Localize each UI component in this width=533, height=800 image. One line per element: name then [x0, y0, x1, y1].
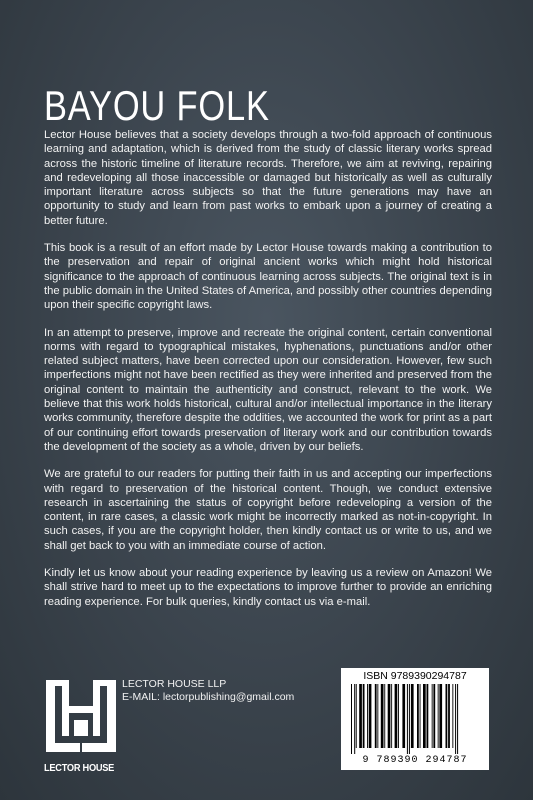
paragraph-effort: This book is a result of an effort made by Lector House towards making a contribution to the preservation and repair of original ancient works which might hold historical significance to the approach of continuous learning across subjects. The original text is in the public domain in the United States of America, and possibly other countries depending upon their specific copyright laws. [44, 242, 492, 312]
isbn-text: ISBN 9789390294787 [363, 670, 467, 682]
barcode-bar [367, 684, 368, 748]
publisher-name: LECTOR HOUSE LLP [122, 678, 227, 690]
paragraph-intro: Lector House believes that a society develops through a two-fold approach of continuous learning and adaptation, which is derived from the study of classic literary works spread across the historic timeline of literature records. Therefore, we aim at reviving, repairing and redeveloping all those inaccessible or damaged but historically as well as culturally important literature across subjects so that the future generations may have an opportunity to study and learn from past works to embark upon a journey of creating a better future. [44, 129, 492, 227]
back-cover-text [44, 128, 492, 622]
barcode-bar [427, 684, 429, 748]
barcode-bar [457, 684, 458, 754]
barcode-bar [356, 684, 357, 748]
barcode-bar [388, 684, 391, 748]
barcode-bar [432, 684, 433, 748]
barcode-bar [377, 684, 378, 748]
barcode-bar [369, 684, 372, 748]
barcode-bar [375, 684, 377, 748]
barcode-bar [381, 684, 384, 748]
barcode-bar [407, 684, 408, 754]
barcode-bar [402, 684, 405, 748]
barcode-bar [417, 684, 419, 748]
barcode-bar [446, 684, 448, 748]
barcode-bar [409, 684, 410, 754]
barcode-bars [349, 684, 481, 754]
barcode-label [341, 668, 489, 770]
barcode-bar [411, 684, 414, 748]
paragraph-review: Kindly let us know about your reading experience by leaving us a review on Amazon! We shall strive hard to meet up to the expectations to improve further to provide an enriching reading experience. For bulk queries, kindly contact us via e-mail. [44, 567, 492, 608]
publisher-info [122, 678, 294, 704]
barcode-bar [398, 684, 399, 748]
lector-house-logo-icon [44, 678, 118, 756]
paragraph-gratitude: We are grateful to our readers for putting their faith in us and accepting our imperfections with regard to preservation of the historical content. Though, we conduct extensive research in ascertaining the status of copyright before redeveloping a version of the content, in rare cases, a classic work might be incorrectly marked as not-in-copyright. In such cases, if you are the copyright holder, then kindly contact us or write to us, and we shall get back to you with an immediate course of action. [44, 468, 492, 552]
barcode-digits: 9 789390 294787 [362, 755, 468, 766]
barcode-bar [420, 684, 421, 748]
barcode-bar [363, 684, 365, 748]
publisher-email: E-MAIL: lectorpublishing@gmail.com [122, 691, 295, 703]
barcode-bar [359, 684, 362, 748]
book-title: BAYOU FOLK [44, 82, 270, 129]
barcode-bar [351, 684, 352, 754]
barcode-bar [395, 684, 398, 748]
barcode-bar [391, 684, 392, 748]
barcode-bar [452, 684, 453, 748]
barcode-bar [433, 684, 435, 748]
barcode-bar [354, 684, 355, 754]
barcode-bar [423, 684, 426, 748]
barcode-bar [455, 684, 456, 754]
barcode-bar [448, 684, 450, 748]
paragraph-preservation: In an attempt to preserve, improve and recreate the original content, certain conventional norms with regard to typographical mistakes, hyphenations, punctuations and/or other related subject matters, have been corrected upon our consideration. However, few such imperfections might not have been rectified as they were inherited and preserved from the original content to maintain the authenticity and construct, relevant to the work. We believe that this work holds historical, cultural and/or intellectual importance in the literary works community, therefore despite the oddities, we accounted the work for print as a part of our continuing effort towards preservation of literary work and our contribution towards the development of the society as a whole, driven by our beliefs. [44, 326, 492, 453]
barcode-bar [438, 684, 439, 748]
logo-caption: LECTOR HOUSE [44, 762, 115, 774]
barcode-bar [384, 684, 385, 748]
barcode-bar [439, 684, 442, 748]
